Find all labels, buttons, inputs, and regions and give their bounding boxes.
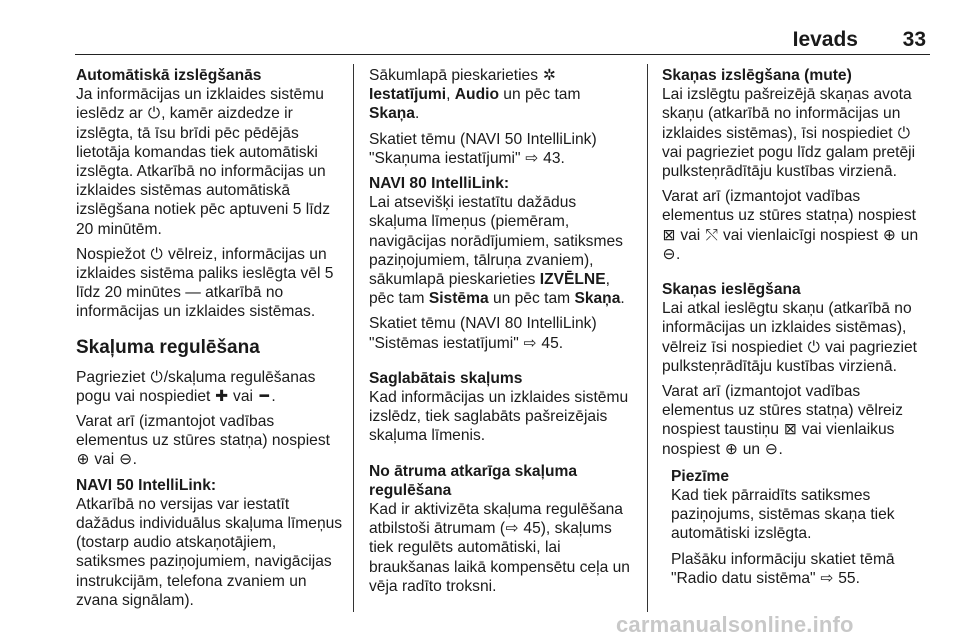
heading-navi80: NAVI 80 IntelliLink: bbox=[369, 175, 510, 193]
arrow-icon: ⇨ bbox=[505, 520, 519, 538]
paragraph: Pagrieziet ⏻/skaļuma regulēšanas pogu vai nospiediet ✚ vai ━ . bbox=[76, 368, 316, 405]
arrow-icon: ⇨ bbox=[523, 334, 537, 352]
paragraph: Sākumlapā pieskarieties ✲Iestatījumi, Audio un pēc tam Skaņa. bbox=[369, 67, 581, 123]
volume-down-icon: ⊖ bbox=[662, 245, 676, 263]
volume-up-icon: ⊕ bbox=[724, 440, 738, 458]
heading-volume: Skaļuma regulēšana bbox=[76, 336, 260, 358]
paragraph: Lai atsevišķi iestatītu dažādus skaļuma līmeņus (piemēram, navigācijas norādījumiem, satiksmes paziņojumiem, tālruņa zvaniem), sākumlapā pieskarieties IZVĒLNE, pēc tam Sistēma un pēc tam Skaņa. bbox=[369, 194, 625, 308]
paragraph: Varat arī (izmantojot vadības elementus uz stūres statņa) vēlreiz nospiest taustiņu ⊠ vai vienlaikus nospiest ⊕ un ⊖. bbox=[662, 383, 903, 458]
power-icon: ⏻ bbox=[897, 124, 911, 142]
heading-auto-off: Automātiskā izslēgšanās bbox=[76, 67, 262, 84]
paragraph: Lai izslēgtu pašreizējā skaņas avota skaņu (atkarībā no informācijas un izklaides sistēmas), īsi nospiediet ⏻ vai pagrieziet pogu līdz galam pretēji pulksteņrādītāju kustības virzienā. bbox=[662, 86, 916, 181]
power-icon: ⏻ bbox=[150, 245, 163, 263]
power-icon: ⏻ bbox=[150, 368, 163, 386]
column-1 bbox=[76, 66, 344, 616]
minus-icon: ━ bbox=[259, 387, 270, 405]
paragraph: Kad informācijas un izklaides sistēmu izslēdz, tiek saglabāts pašreizējais skaļuma līmenis. bbox=[369, 389, 629, 445]
heading-saved-volume: Saglabātais skaļums bbox=[369, 369, 523, 387]
paragraph: Skatiet tēmu (NAVI 50 IntelliLink) "Skaņuma iestatījumi" ⇨ 43. bbox=[369, 130, 597, 167]
column-divider bbox=[647, 64, 648, 612]
paragraph: Varat arī (izmantojot vadības elementus uz stūres statņa) nospiest ⊠ vai ⤲ vai vienlaicīgi nospiest ⊕ un ⊖. bbox=[662, 188, 919, 263]
paragraph: Nospiežot ⏻ vēlreiz, informācijas un izklaides sistēma paliks ieslēgta vēl 5 līdz 20 minūtes — atkarībā no informācijas un izklaides sistēmas. bbox=[76, 245, 334, 321]
note-box bbox=[671, 467, 934, 588]
column-divider bbox=[353, 64, 354, 612]
gear-icon: ✲ bbox=[542, 67, 556, 84]
page-number: 33 bbox=[902, 28, 926, 51]
mute-key-icon: ⊠ bbox=[783, 421, 797, 439]
power-icon: ⏻ bbox=[147, 105, 161, 123]
paragraph: Plašāku informāciju skatiet tēmā "Radio datu sistēma" ⇨ 55. bbox=[671, 550, 895, 587]
watermark: carmanualsonline.info bbox=[616, 612, 854, 637]
paragraph: Ja informācijas un izklaides sistēmu ieslēdz ar ⏻, kamēr aizdedze ir izslēgta, tā īsu brīdi pēc pēdējās lietotāja komandas tiek automātiski izslēgta. Atkarībā no informācijas un izklaides sistēmas automātiskā izslēgšana notiek pēc aptuveni 5 līdz 20 minūtēm. bbox=[76, 86, 330, 238]
heading-mute: Skaņas izslēgšana (mute) bbox=[662, 67, 852, 84]
arrow-icon: ⇨ bbox=[525, 149, 539, 167]
heading-navi50: NAVI 50 IntelliLink: bbox=[76, 476, 217, 494]
volume-down-icon: ⊖ bbox=[764, 440, 778, 458]
note-heading: Piezīme bbox=[671, 467, 730, 485]
mute-key-icon: ⊠ bbox=[662, 226, 676, 244]
power-icon: ⏻ bbox=[807, 338, 820, 356]
paragraph: Varat arī (izmantojot vadības elementus uz stūres statņa) nospiest ⊕ vai ⊖. bbox=[76, 413, 330, 469]
plus-icon: ✚ bbox=[215, 387, 229, 405]
chapter-title: Ievads bbox=[792, 28, 858, 51]
heading-unmute: Skaņas ieslēgšana bbox=[662, 281, 801, 299]
column-3 bbox=[662, 66, 934, 594]
paragraph: Skatiet tēmu (NAVI 80 IntelliLink) "Sistēmas iestatījumi" ⇨ 45. bbox=[369, 315, 597, 352]
arrow-icon: ⇨ bbox=[820, 569, 834, 587]
volume-up-icon: ⊕ bbox=[76, 451, 90, 469]
volume-up-icon: ⊕ bbox=[882, 226, 896, 244]
paragraph: Kad ir aktivizēta skaļuma regulēšana atbilstoši ātrumam (⇨ 45), skaļums tiek regulēts automātiski, lai braukšanas laikā kompensētu ceļa un vēja radīto troksni. bbox=[369, 501, 630, 595]
paragraph: Kad tiek pārraidīts satiksmes paziņojums, sistēmas skaņa tiek automātiski izslēgta. bbox=[671, 487, 895, 543]
paragraph: Atkarībā no versijas var iestatīt dažādus individuālus skaļuma līmeņus (tostarp audio atskaņotājiem, satiksmes paziņojumiem, navigācijas instrukcijām, telefona zvaniem un zvana signālam). bbox=[76, 495, 343, 609]
paragraph: Lai atkal ieslēgtu skaņu (atkarībā no informācijas un izklaides sistēmas), vēlreiz īsi nospiediet ⏻ vai pagrieziet pulksteņrādītāju kustības virzienā. bbox=[662, 300, 917, 375]
volume-down-icon: ⊖ bbox=[119, 451, 133, 469]
column-2 bbox=[369, 66, 635, 602]
page-header bbox=[75, 28, 930, 55]
mute-alt-icon: ⤲ bbox=[705, 226, 718, 244]
heading-speed-volume: No ātruma atkarīga skaļuma regulēšana bbox=[369, 462, 578, 499]
